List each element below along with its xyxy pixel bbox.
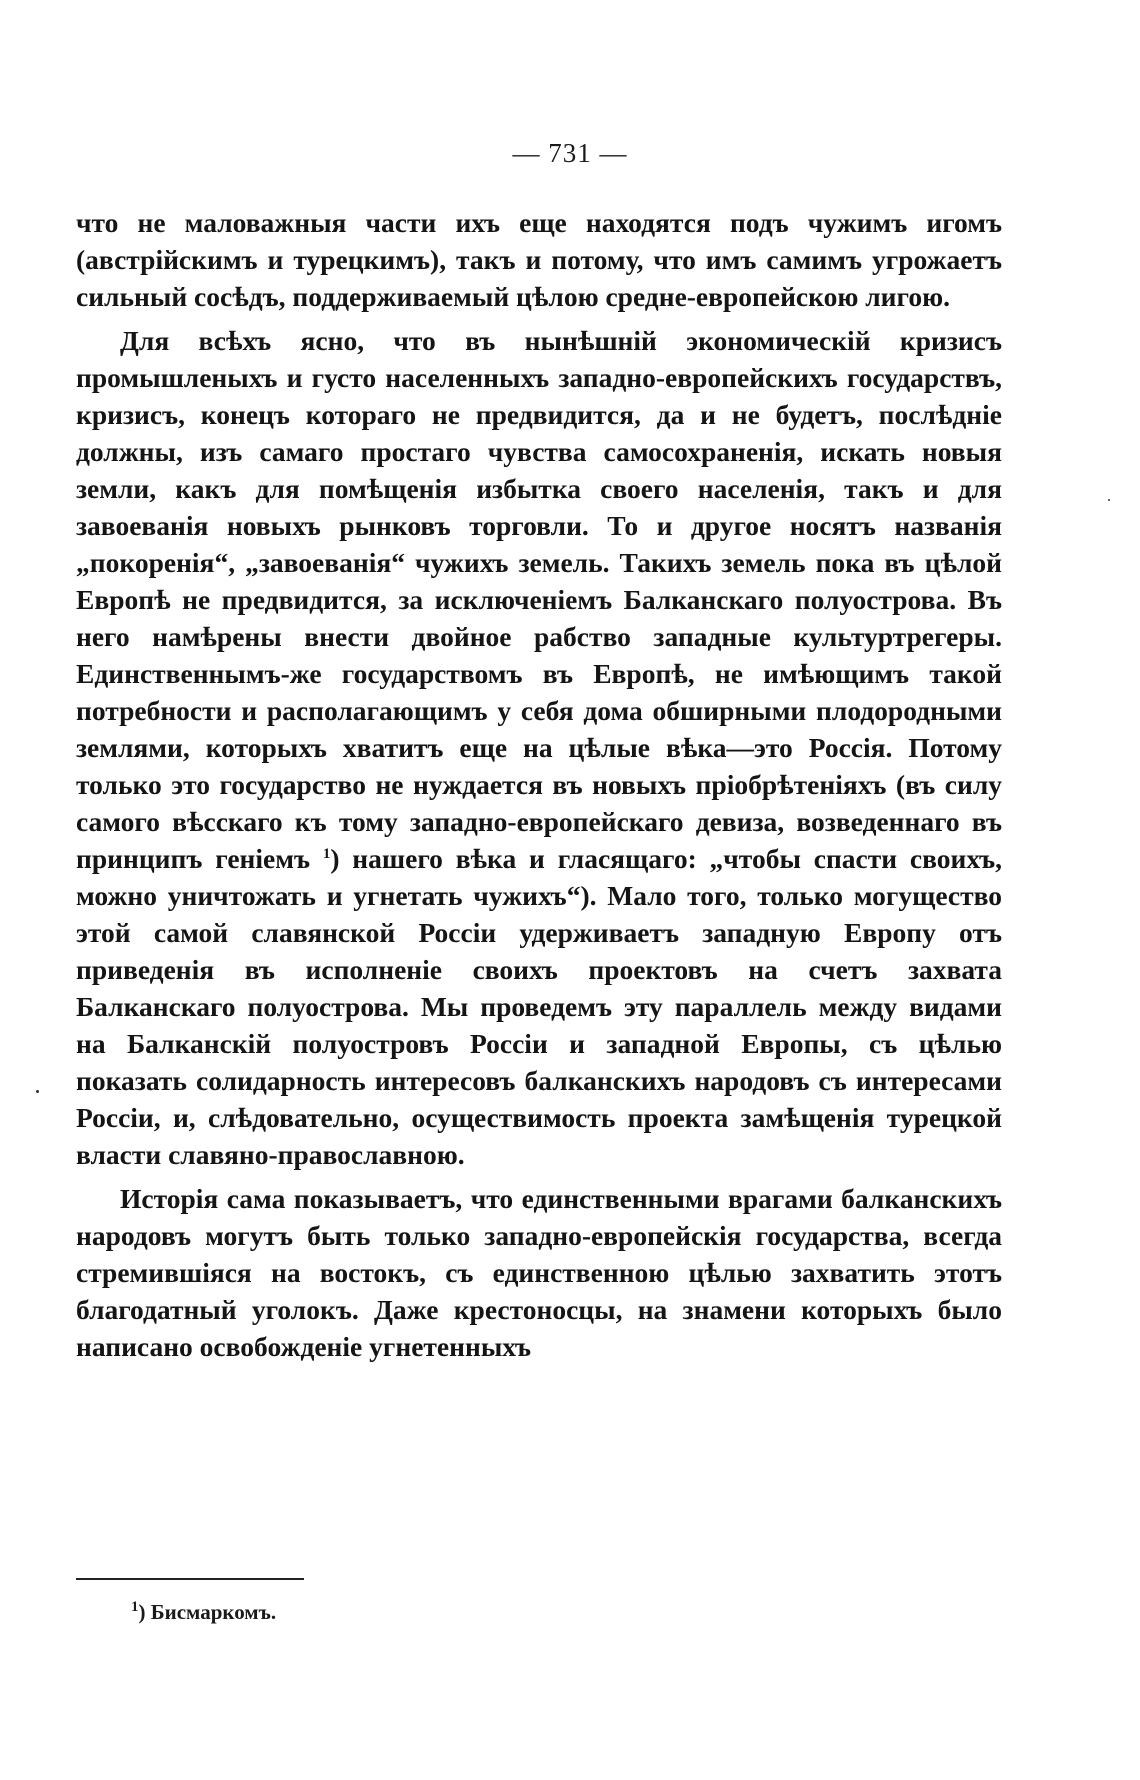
footnote-divider: [76, 1578, 304, 1580]
footnote-text: ) Бисмаркомъ.: [138, 1600, 277, 1624]
paragraph-3: Исторія сама показываетъ, что единственными врагами балканскихъ народовъ могутъ быть только западно-европейскія государства, всегда стремившіяся на востокъ, съ единственною цѣлью захватить этотъ благодатный уголокъ. Даже крестоносцы, на знамени которыхъ было написано освобожденіе угнетенныхъ: [76, 1183, 1002, 1362]
paragraph-2-text-after-note: ) нашего вѣка и гласящаго: „чтобы спасти своихъ, можно уничтожать и угнетать чужихъ“). Мало того, только могущество этой самой славянской Россіи удерживаетъ западную Европу отъ приведенія въ исполненіе своихъ проектовъ на счетъ захвата Балканскаго полуострова. Мы проведемъ эту параллель между видами на Балканскій полуостровъ Россіи и западной Европы, съ цѣлью показать солидарность интересовъ балканскихъ народовъ съ интересами Россіи, и, слѣдовательно, осуществимость проекта замѣщенія турецкой власти славяно-православною.: [76, 843, 1002, 1170]
body-text: [76, 204, 1002, 1372]
footnote: [131, 1600, 276, 1625]
paragraph-2-text-before-note: Для всѣхъ ясно, что въ нынѣшній экономическій кризисъ промышленыхъ и густо населенныхъ западно-европейскихъ государствъ, кризисъ, конецъ котораго не предвидится, да и не будетъ, послѣдніе должны, изъ самаго простаго чувства самосохраненія, искать новыя земли, какъ для помѣщенія избытка своего населенія, такъ и для завоеванія новыхъ рынковъ торговли. То и другое носятъ названія „покоренія“, „завоеванія“ чужихъ земель. Такихъ земель пока въ цѣлой Европѣ не предвидится, за исключеніемъ Балканскаго полуострова. Въ него намѣрены внести двойное рабство западные культуртрегеры. Единственнымъ-же государствомъ въ Европѣ, не имѣющимъ такой потребности и располагающимъ у себя дома обширными плодородными землями, которыхъ хватитъ еще на цѣлые вѣка—это Россія. Потому только это государство не нуждается въ новыхъ пріобрѣтеніяхъ (въ силу самого вѣсскаго къ тому западно-европейскаго девиза, возведеннаго въ принципъ геніемъ: [76, 325, 1002, 874]
footnote-marker: 1: [131, 1599, 139, 1615]
scan-speck: [36, 1090, 39, 1093]
paragraph-1: что не маловажныя части ихъ еще находятся подъ чужимъ игомъ (австрійскимъ и турецкимъ), такъ и потому, что имъ самимъ угрожаетъ сильный сосѣдъ, поддерживаемый цѣлою средне-европейскою лигою.: [76, 207, 1002, 312]
footnote-reference: 1: [322, 845, 331, 862]
page-number: — 731 —: [512, 138, 628, 168]
paragraph-2: [76, 322, 1002, 1173]
scan-speck: [1108, 499, 1110, 501]
